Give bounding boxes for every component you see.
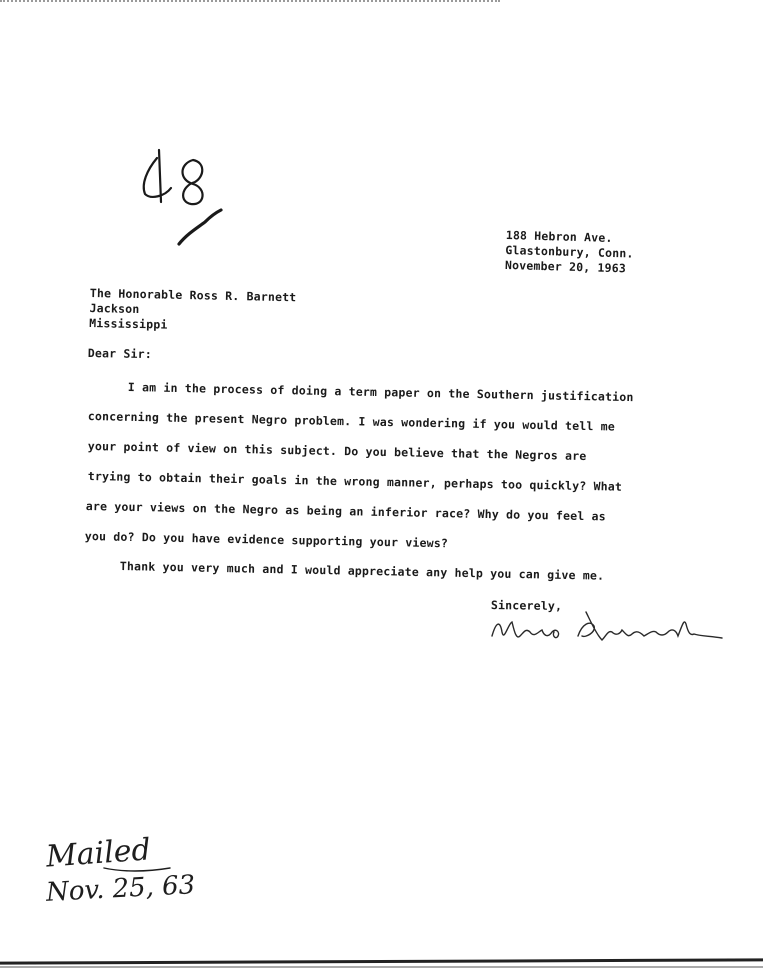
handwritten-number-mark xyxy=(135,140,235,250)
body-line-4: trying to obtain their goals in the wrong manner, perhaps too quickly? What xyxy=(87,469,623,494)
inside-address xyxy=(89,286,296,335)
body-line-6: you do? Do you have evidence supporting your views? xyxy=(84,529,449,551)
return-address xyxy=(505,228,634,277)
recipient-name: The Honorable Ross R. Barnett xyxy=(89,286,297,305)
body-line-3: your point of view on this subject. Do you believe that the Negros are xyxy=(87,439,587,464)
bottom-edge-line xyxy=(0,958,763,964)
body-line-2: concerning the present Negro problem. I was wondering if you would tell me xyxy=(87,409,616,434)
letter-date: November 20, 1963 xyxy=(504,257,627,276)
return-street: 188 Hebron Ave. xyxy=(505,228,613,245)
top-edge-dots xyxy=(0,0,500,4)
salutation: Dear Sir: xyxy=(87,346,153,362)
return-city: Glastonbury, Conn. xyxy=(505,242,634,261)
recipient-city: Jackson xyxy=(89,300,140,317)
closing: Sincerely, xyxy=(490,598,563,613)
body-line-7: Thank you very much and I would appreciate any help you can give me. xyxy=(119,559,605,583)
bottom-edge-shadow xyxy=(0,966,763,968)
recipient-state: Mississippi xyxy=(89,315,168,332)
signature-mark xyxy=(486,606,731,656)
handwritten-mailed-date: Nov. 25, 63 xyxy=(45,870,196,908)
body-line-1: I am in the process of doing a term paper on the Southern justification xyxy=(127,380,634,405)
handwritten-mailed: Mailed xyxy=(44,832,152,875)
body-line-5: are your views on the Negro as being an inferior race? Why do you feel as xyxy=(85,499,606,524)
